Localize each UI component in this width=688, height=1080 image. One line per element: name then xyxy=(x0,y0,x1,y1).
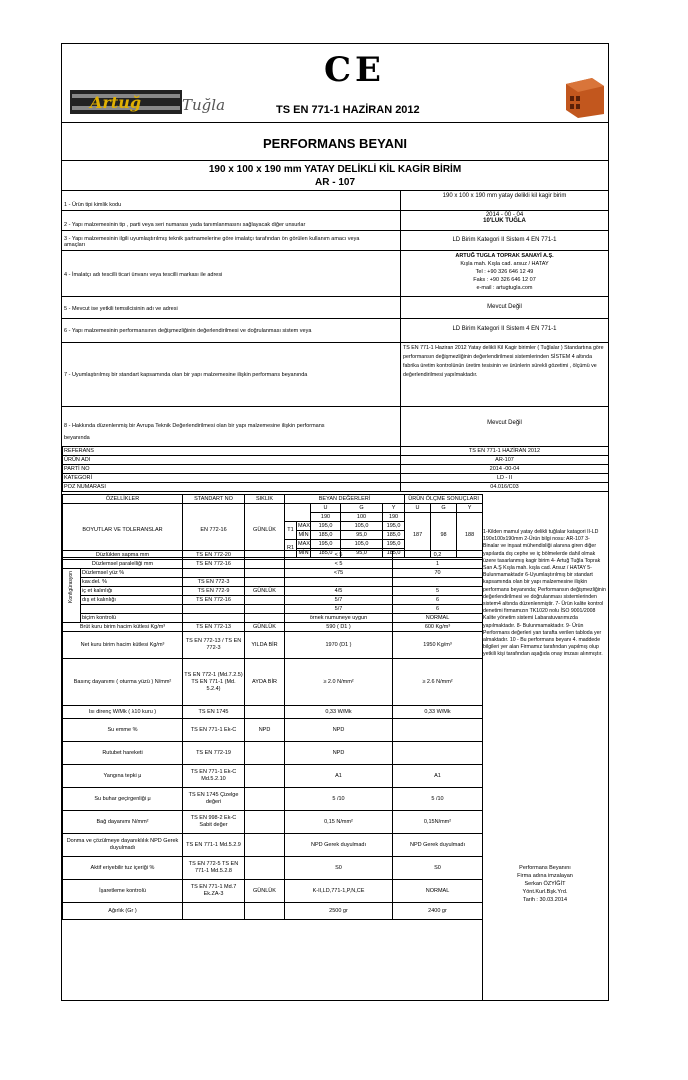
table-row: Düzlükten sapma mm TS EN 772-20 < 5 0,2 xyxy=(63,551,483,560)
header xyxy=(62,44,608,123)
table-row: POZ NUMARASI 04.016/C03 xyxy=(63,483,609,492)
table-row: dış et kalınlığı TS EN 772-16 5/7 6 xyxy=(63,596,483,605)
table-row: Donma ve çözülmeye dayanıklılık NPD Gerek duyulmadı TS EN 771-1 Md.5.2.9 NPD Gerek duyulmadı NPD Gerek duyulmadı xyxy=(63,834,483,857)
table-row: T1 MAX 195,0 105,0 195,0 xyxy=(63,522,483,531)
table-row: R1 MAX 195,0 105,0 195,0 xyxy=(63,540,483,549)
config-label: Konfigürasyon xyxy=(63,569,81,623)
notes-text: 1-Kilden mamul yatay delikli tuğlalar katagori II-LD 190x100x190mm 2-Ürün bilgi nosu: AR-107 3- Binalar ve inşaat mühendisliği alanına giren diğer yapılarda dış cephe ve iç bölmelerde dahil olmak üzere tasarlanmış kagir birim 4- Artuğ Tuğla Toprak San A.Ş Kışla mah. kışla cad. Arsuz / HATAY 5- Bulunmamaktadır 6-Uyumlaştırılmış bir standart kapsamında olan bir yapı malzemesine ilişkin performans beyanında; Performansın değişmezliğinin değerlendirilmesi ve doğrulanması sistemlerinden sistem4 altında düzenlenmiştir. 7- Ürün kalite kontrol denetimi firmamızın TK1020 nolu İSO 9001/2008 Kalite yönetim sistemi Labaratuvarımızda yapılmaktadır. 8- Bulunmamaktadır. 9- Ürün Performans değerleri yan tarafta verilen tabloda yer almaktadır. 10 - Bu performans beyanı 4. maddede bilgileri yer alan Firmamız tarafından yapılmış olup yetkili kişi tarafından aşağıda onay imzası alınmıştır. xyxy=(483,529,606,658)
decl-row: 3 - Yapı malzemesinin ilgili uyumlaştırılmış teknik şartnamelerine göre imalatçı tarafından ön görülen kullanım amacı veya amaçları LD Birim Kategori II Sistem 4 EN 771-1 xyxy=(62,230,608,251)
decl-row: 2 - Yapı malzemesinin tip , parti veya seri numarası yada tanımlanmasını sağlayacak diğer unsurlar 2014 - 00 - 04 10'LUK TUĞLA xyxy=(62,210,608,231)
standard-title: TS EN 771-1 HAZİRAN 2012 xyxy=(276,104,420,116)
table-row: Isı direnç W/Mk ( λ10 kuru ) TS EN 1745 0,33 W/Mk 0,33 W/Mk xyxy=(63,706,483,719)
table-row: MİN 185,0 95,0 185,0 xyxy=(63,549,483,558)
table-row: Rutubet hareketi TS EN 772-19 NPD xyxy=(63,742,483,765)
table-row: 190 100 190 187 98 188 xyxy=(63,513,483,522)
info-table xyxy=(62,446,609,492)
table-row: iç et kalınlığı TS EN 772-9 GÜNLÜK 4/5 5 xyxy=(63,587,483,596)
decl-row: 8 - Hakkında düzenlenmiş bir Avrupa Teknik Değerlendirilmesi olan bir yapı malzemesine ilişkin performans beyanında Mevcut Değil xyxy=(62,406,608,447)
table-row: kav.del. % TS EN 772-3 xyxy=(63,578,483,587)
product-title-line1: 190 x 100 x 190 mm YATAY DELİKLİ KİL KAGİR BİRİM xyxy=(208,164,462,175)
decl-row: 7 - Uyumlaştırılmış bir standart kapsamında olan bir yapı malzemesine ilişkin performans beyanında TS EN 771-1 Haziran 2012 Yatay delikli Kil Kagir birimler ( Tuğlalar ) Standartına göre performansın değişmezliğinin değerlendirilmesi sistemlerinden SİSTEM 4 altında fabrika üretim kontrolünün üretim tesisinin ve ürünlerin sürekli gözetimi , ölçümü ve değerlendirilmesi yapılmaktadır. xyxy=(62,342,608,407)
decl-row: 4 - İmalatçı adı tescilli ticari ünvanı veya tescilli markası ile adresi ARTUĞ TUGLA TOPRAK SANAYİ A.Ş. Kışla mah. Kışla cad. arsuz / HATAY Tel : +90 326 646 12 49 Faks : +90 326 646 12 07 e-mail : artugtugla.com xyxy=(62,250,608,297)
table-row: BOYUTLAR VE TOLERANSLAR EN 772-16 GÜNLÜK U G Y U G Y xyxy=(63,504,483,513)
product-title-line2: AR - 107 xyxy=(314,177,355,188)
properties-table xyxy=(62,494,483,558)
table-row: KATEGORİ LD - II xyxy=(63,474,609,483)
properties-rows-table xyxy=(62,550,483,920)
table-row: Su buhar geçirgenliği μ TS EN 1745 Çizelge değeri 5 /10 5 /10 xyxy=(63,788,483,811)
table-row: 5/7 6 xyxy=(63,605,483,614)
table-row: MİN 185,0 95,0 185,0 xyxy=(63,531,483,540)
table-row: PARTİ NO 2014 -00-04 xyxy=(63,465,609,474)
product-title xyxy=(62,161,608,191)
table-row: İşaretleme kontrolü TS EN 771-1 Md.7 Ek.ZA-3 GÜNLÜK K-II,LD,771-1,P,N,CE NORMAL xyxy=(63,880,483,903)
table-row: Brüt kuru birim hacim kütlesi Kg/m³ TS EN 772-13 GÜNLÜK 590 ( D1 ) 600 Kg/m³ xyxy=(63,623,483,632)
table-row: Su emme % TS EN 771-1 Ek-C NPD NPD xyxy=(63,719,483,742)
table-row: Aktif eriyebilir tuz içeriği % TS EN 772-5 TS EN 771-1 Md.5.2.8 S0 S0 xyxy=(63,857,483,880)
decl-row: 6 - Yapı malzemesinin performansının değişmezliğinin değerlendirilmesi ve doğrulanması sistem veya LD Birim Kategori II Sistem 4 EN 771-1 xyxy=(62,318,608,343)
table-row: Bağ dayanımı N/mm² TS EN 998-2 Ek-C Sabit değer 0,15 N/mm² 0,15N/mm² xyxy=(63,811,483,834)
company-logo xyxy=(70,88,250,116)
ce-mark: CE xyxy=(324,50,385,90)
decl-row: 1 - Ürün tipi kimlik kodu 190 x 100 x 190 mm yatay delikli kil kagir birim xyxy=(62,191,608,211)
svg-text:Tuğla: Tuğla xyxy=(182,96,226,114)
brick-image xyxy=(562,74,606,118)
table-row: Konfigürasyon Düzlemsel yüz % <75 70 xyxy=(63,569,483,578)
table-row: Ağırlık (Gr ) 2500 gr 2400 gr xyxy=(63,903,483,920)
table-row: REFERANS TS EN 771-1 HAZİRAN 2012 xyxy=(63,447,609,456)
table-row: ÜRÜN ADI AR-107 xyxy=(63,456,609,465)
signature-block: Performans Beyanını Firma adına imzalayan Serkan ÖZYİĞİT Yönt.Kurl.Bşk.Yrd. Tarih : 30.03.2014 xyxy=(517,865,573,903)
table-row: Basınç dayanımı ( oturma yüzü ) N/mm² TS EN 772-1 (Md.7.2.5) TS EN 771-1 (Md. 5.2.4) AYDA BİR ≥ 2.0 N/mm² ≥ 2.6 N/mm² xyxy=(63,659,483,706)
table-row: Net kuru birim hacim kütlesi Kg/m³ TS EN 772-13 / TS EN 772-3 YILDA BİR 1970 (D1 ) 1950 Kg/m³ xyxy=(63,632,483,659)
table-row: Yangına tepki μ TS EN 771-1 Ek-C Md.5.2.10 A1 A1 xyxy=(63,765,483,788)
declaration-sheet xyxy=(61,43,609,1001)
table-header: ÖZELLİKLER STANDART NO SIKLIK BEYAN DEĞERLERİ ÜRÜN ÖLÇME SONUÇLARI xyxy=(63,495,483,504)
page-title: PERFORMANS BEYANI xyxy=(263,136,407,151)
table-row: biçim kontrolü örnek numuneye uygun NORMAL xyxy=(63,614,483,623)
decl-row: 5 - Mevcut ise yetkili temsilcisinin adı ve adresi Mevcut Değil xyxy=(62,296,608,319)
page-title-box xyxy=(62,122,608,161)
svg-text:Artuğ: Artuğ xyxy=(90,93,142,112)
table-row: Düzlemsel paralelliği mm TS EN 772-16 < 5 1 xyxy=(63,560,483,569)
